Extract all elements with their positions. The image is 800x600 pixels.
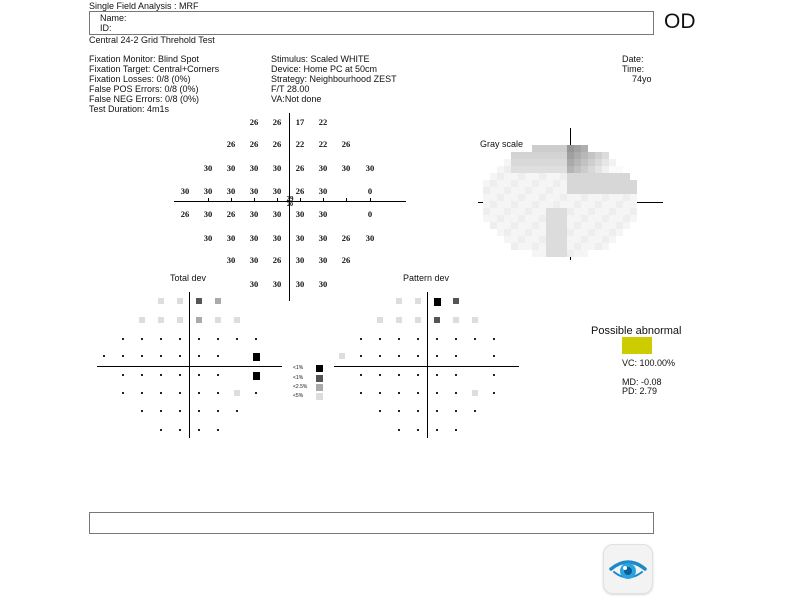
age: 74yo bbox=[632, 74, 652, 84]
deviation-dot bbox=[493, 355, 495, 357]
deviation-dot bbox=[455, 374, 457, 376]
threshold-value: 30 bbox=[249, 233, 259, 243]
threshold-value: 30 bbox=[318, 279, 328, 289]
mean-deviation: MD: -0.08 bbox=[622, 377, 662, 387]
legend-label-3: <2.5% bbox=[293, 384, 308, 390]
threshold-value: 22 bbox=[318, 117, 328, 127]
deviation-dot bbox=[455, 355, 457, 357]
date-label: Date: bbox=[622, 54, 644, 64]
fixation-monitor: Fixation Monitor: Blind Spot bbox=[89, 54, 200, 64]
deviation-dot bbox=[436, 355, 438, 357]
deviation-dot bbox=[436, 429, 438, 431]
threshold-value: 30 bbox=[272, 233, 282, 243]
stimulus: Stimulus: Scaled WHITE bbox=[271, 54, 370, 64]
pattern-dev-label: Pattern dev bbox=[403, 273, 450, 283]
threshold-value: 30 bbox=[272, 209, 282, 219]
deviation-dot bbox=[493, 338, 495, 340]
threshold-value: 30 bbox=[203, 163, 213, 173]
deviation-dot bbox=[417, 429, 419, 431]
threshold-value: 22 bbox=[295, 139, 305, 149]
deviation-square bbox=[472, 317, 478, 323]
threshold-value: 30 bbox=[249, 279, 259, 289]
deviation-square bbox=[453, 317, 459, 323]
deviation-dot bbox=[455, 429, 457, 431]
deviation-dot bbox=[474, 338, 476, 340]
threshold-value: 30 bbox=[295, 233, 305, 243]
deviation-dot bbox=[436, 392, 438, 394]
threshold-value: 30 bbox=[249, 186, 259, 196]
deviation-dot bbox=[379, 355, 381, 357]
threshold-value: 30 bbox=[365, 163, 375, 173]
threshold-value: 30 bbox=[226, 255, 236, 265]
threshold-value: 26 bbox=[341, 139, 351, 149]
fixation-target: Fixation Target: Central+Corners bbox=[89, 64, 220, 74]
deviation-dot bbox=[379, 338, 381, 340]
deviation-dot bbox=[360, 338, 362, 340]
legend-label-2: <1% bbox=[293, 375, 304, 381]
deviation-square bbox=[377, 317, 383, 323]
device: Device: Home PC at 50cm bbox=[271, 64, 378, 74]
visual-acuity: VA:Not done bbox=[271, 94, 322, 104]
threshold-value: 22 bbox=[318, 139, 328, 149]
threshold-value: 30 bbox=[318, 209, 328, 219]
threshold-value: 26 bbox=[272, 117, 282, 127]
deviation-dot bbox=[379, 410, 381, 412]
test-name: Central 24-2 Grid Threhold Test bbox=[89, 35, 215, 45]
strategy: Strategy: Neighbourhood ZEST bbox=[271, 74, 397, 84]
fixation-target-value: F/T 28.00 bbox=[271, 84, 310, 94]
deviation-dot bbox=[379, 374, 381, 376]
threshold-value: 30 bbox=[249, 255, 259, 265]
deviation-dot bbox=[398, 392, 400, 394]
probability-legend bbox=[288, 363, 328, 403]
deviation-dot bbox=[398, 338, 400, 340]
threshold-value: 30 bbox=[318, 186, 328, 196]
deviation-dot bbox=[360, 374, 362, 376]
threshold-value: 26 bbox=[272, 255, 282, 265]
deviation-square bbox=[453, 298, 459, 304]
threshold-value: 26 bbox=[226, 209, 236, 219]
deviation-dot bbox=[379, 392, 381, 394]
deviation-dot bbox=[493, 374, 495, 376]
deviation-dot bbox=[398, 410, 400, 412]
deviation-square bbox=[434, 298, 441, 306]
legend-label-4: <5% bbox=[293, 393, 304, 399]
threshold-value: 26 bbox=[249, 139, 259, 149]
deviation-square bbox=[396, 317, 402, 323]
visual-capacity: VC: 100.00% bbox=[622, 358, 676, 368]
fixation-losses: Fixation Losses: 0/8 (0%) bbox=[89, 74, 191, 84]
deviation-dot bbox=[493, 392, 495, 394]
threshold-value: 30 bbox=[249, 163, 259, 173]
deviation-square bbox=[396, 298, 402, 304]
deviation-square bbox=[339, 353, 345, 359]
legend-swatch-1 bbox=[316, 365, 323, 372]
legend-swatch-4 bbox=[316, 393, 323, 400]
threshold-value: 30 bbox=[226, 233, 236, 243]
abnormal-indicator bbox=[622, 337, 652, 354]
deviation-dot bbox=[360, 355, 362, 357]
deviation-dot bbox=[417, 355, 419, 357]
deviation-dot bbox=[455, 410, 457, 412]
false-pos-errors: False POS Errors: 0/8 (0%) bbox=[89, 84, 199, 94]
threshold-value: 30 bbox=[226, 186, 236, 196]
deviation-dot bbox=[417, 410, 419, 412]
deviation-dot bbox=[417, 338, 419, 340]
deviation-dot bbox=[417, 392, 419, 394]
threshold-value: 30 bbox=[341, 163, 351, 173]
deviation-dot bbox=[436, 374, 438, 376]
pattern-deviation: PD: 2.79 bbox=[622, 386, 658, 396]
threshold-value: 30 bbox=[203, 209, 213, 219]
threshold-value: 30 bbox=[226, 163, 236, 173]
pattern-dev-y-axis bbox=[427, 292, 428, 438]
threshold-value: 30 bbox=[318, 233, 328, 243]
threshold-value: 30 bbox=[203, 233, 213, 243]
threshold-value: 30 bbox=[249, 209, 259, 219]
deviation-dot bbox=[398, 355, 400, 357]
threshold-value: 30 bbox=[365, 233, 375, 243]
threshold-value: 17 bbox=[295, 117, 305, 127]
threshold-value: 26 bbox=[295, 186, 305, 196]
threshold-value: 26 bbox=[180, 209, 190, 219]
threshold-value: 0 bbox=[367, 209, 373, 219]
deviation-dot bbox=[398, 374, 400, 376]
threshold-value: 30 bbox=[318, 255, 328, 265]
threshold-value: 26 bbox=[341, 233, 351, 243]
deviation-dot bbox=[360, 392, 362, 394]
test-duration: Test Duration: 4m1s bbox=[89, 104, 170, 114]
deviation-dot bbox=[417, 374, 419, 376]
threshold-value: 30 bbox=[272, 279, 282, 289]
threshold-value: 30 bbox=[295, 255, 305, 265]
threshold-value: 26 bbox=[295, 163, 305, 173]
legend-swatch-3 bbox=[316, 384, 323, 391]
threshold-value: 30 bbox=[272, 163, 282, 173]
eye-label: OD bbox=[664, 10, 696, 33]
time-label: Time: bbox=[622, 64, 645, 74]
deviation-dot bbox=[398, 429, 400, 431]
total-dev-label: Total dev bbox=[170, 273, 207, 283]
report-title: Single Field Analysis : MRF bbox=[89, 1, 199, 11]
deviation-dot bbox=[474, 410, 476, 412]
deviation-dot bbox=[436, 338, 438, 340]
threshold-value: 30 bbox=[318, 163, 328, 173]
center-value-top: 29 bbox=[286, 195, 294, 203]
deviation-square bbox=[415, 317, 421, 323]
legend-swatch-2 bbox=[316, 375, 323, 382]
deviation-square bbox=[472, 390, 478, 396]
legend-label-1: <1% bbox=[293, 365, 304, 371]
threshold-value: 26 bbox=[272, 139, 282, 149]
threshold-value: 0 bbox=[367, 186, 373, 196]
name-label: Name: bbox=[100, 13, 127, 23]
threshold-value: 30 bbox=[272, 186, 282, 196]
false-neg-errors: False NEG Errors: 0/8 (0%) bbox=[89, 94, 200, 104]
gray-scale-label: Gray scale bbox=[480, 139, 524, 149]
deviation-dot bbox=[455, 338, 457, 340]
eye-app-icon[interactable] bbox=[603, 544, 653, 594]
deviation-dot bbox=[436, 410, 438, 412]
threshold-value: 26 bbox=[226, 139, 236, 149]
deviation-square bbox=[434, 317, 440, 323]
threshold-value: 30 bbox=[203, 186, 213, 196]
threshold-value: 26 bbox=[249, 117, 259, 127]
ght-result: Possible abnormal bbox=[591, 325, 682, 337]
threshold-value: 30 bbox=[180, 186, 190, 196]
comment-box[interactable] bbox=[89, 512, 654, 534]
deviation-square bbox=[415, 298, 421, 304]
threshold-value: 30 bbox=[295, 279, 305, 289]
id-label: ID: bbox=[100, 23, 112, 33]
threshold-value: 26 bbox=[341, 255, 351, 265]
deviation-dot bbox=[455, 392, 457, 394]
threshold-value: 30 bbox=[295, 209, 305, 219]
center-value-bottom: 20 bbox=[287, 202, 293, 208]
